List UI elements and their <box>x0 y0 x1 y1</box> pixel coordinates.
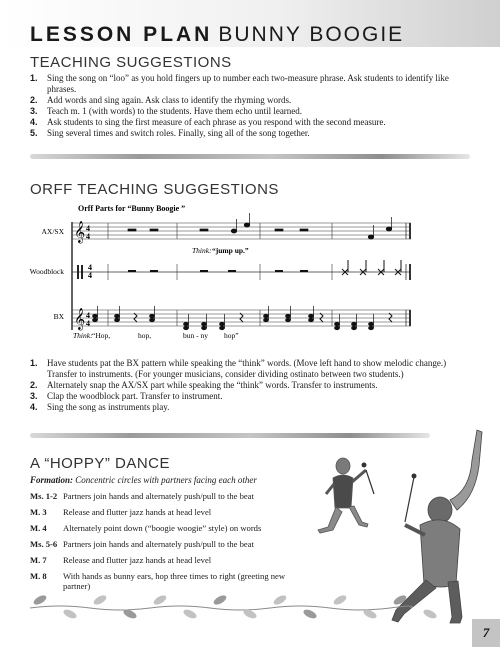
svg-text:4: 4 <box>86 224 90 233</box>
page-number: 7 <box>472 619 500 647</box>
score-title: Orff Parts for “Bunny Boogie ” <box>78 204 186 213</box>
svg-text:4: 4 <box>86 232 90 241</box>
step-text: Add words and sing again. Ask class to identify the rhyming words. <box>47 94 292 105</box>
step-number: 1. <box>30 358 38 368</box>
leaf-icon <box>212 593 228 606</box>
svg-text:4: 4 <box>86 319 90 328</box>
bx-word-2: hop, <box>138 331 152 340</box>
bx-word-3: bun - ny <box>183 331 208 340</box>
measure-label: Ms. 1-2 <box>30 491 58 501</box>
leaf-icon <box>152 593 168 606</box>
formation-label: Formation: <box>30 475 74 485</box>
leaf-icon <box>332 593 348 606</box>
bx-think-label: Think: <box>73 331 93 340</box>
step-number: 3. <box>30 105 38 116</box>
teaching-heading: TEACHING SUGGESTIONS <box>30 54 232 71</box>
leaf-icon <box>182 608 198 620</box>
step-text: Sing the song on “loo” as you hold fingers up to number each two-measure phrase. Ask students to identify like phrases. <box>47 73 449 94</box>
svg-text:4: 4 <box>86 311 90 320</box>
measure-description: Alternately point down (“boogie woogie” style) on words <box>63 523 262 533</box>
step-text: Sing the song as instruments play. <box>47 401 170 412</box>
bx-word-1: “Hop, <box>92 331 111 340</box>
bx-word-4: hop” <box>224 331 239 340</box>
measure-description: Release and flutter jazz hands at head level <box>63 555 212 565</box>
step-number: 1. <box>30 73 38 83</box>
svg-text:4: 4 <box>88 271 92 280</box>
measure-description: Partners join hands and alternately push/pull to the beat <box>63 539 254 549</box>
measure-description: Partners join hands and alternately push/pull to the beat <box>63 491 254 501</box>
leaf-icon <box>32 593 48 606</box>
part-label-bx: BX <box>53 312 64 321</box>
vine-stem <box>30 606 413 610</box>
measure-label: M. 7 <box>30 555 47 565</box>
measure-label: Ms. 5-6 <box>30 539 58 549</box>
step-text: Clap the woodblock part. Transfer to instrument. <box>47 390 223 401</box>
leaf-icon <box>62 608 78 620</box>
leaf-icon <box>302 608 318 620</box>
think-label: Think: <box>192 246 212 255</box>
step-text: Sing several times and switch roles. Finally, sing all of the song together. <box>47 127 310 138</box>
think-words: “jump up.” <box>212 246 249 255</box>
step-number: 2. <box>30 94 38 105</box>
leaf-icon <box>422 608 438 620</box>
measure-label: M. 4 <box>30 523 47 533</box>
measure-description: With hands as bunny ears, hop three times to right (greeting new partner) <box>63 571 286 591</box>
part-label-axsx: AX/SX <box>41 227 64 236</box>
measure-description: Release and flutter jazz hands at head level <box>63 507 212 517</box>
step-text: Have students pat the BX pattern while speaking the “think” words. (Move left hand to show melodic change.) Transfer to instruments. (For younger musicians, consider dividing ostinato between two students.) <box>47 358 447 379</box>
part-label-woodblock: Woodblock <box>29 267 64 276</box>
measure-label: M. 3 <box>30 507 47 517</box>
title-bold: LESSON PLAN <box>30 23 213 46</box>
step-number: 4. <box>30 116 38 127</box>
leaf-icon <box>392 593 408 606</box>
step-number: 5. <box>30 127 38 138</box>
step-number: 3. <box>30 390 38 401</box>
title-rest: BUNNY BOOGIE <box>218 23 405 46</box>
step-text: Ask students to sing the first measure of each phrase as you respond with the second measure. <box>47 116 386 127</box>
step-number: 4. <box>30 401 38 412</box>
treble-clef-icon: 𝄞 <box>74 308 86 330</box>
step-text: Teach m. 1 (with words) to the students. Have them echo until learned. <box>47 105 303 116</box>
step-text: Alternately snap the AX/SX part while speaking the “think” words. Transfer to instruments. <box>47 379 378 390</box>
leaf-icon <box>272 593 288 606</box>
leaf-icon <box>92 593 108 606</box>
step-number: 2. <box>30 379 38 390</box>
svg-text:4: 4 <box>88 263 92 272</box>
treble-clef-icon: 𝄞 <box>74 221 86 243</box>
dance-heading: A “HOPPY” DANCE <box>30 455 171 472</box>
measure-label: M. 8 <box>30 571 47 581</box>
orff-heading: ORFF TEACHING SUGGESTIONS <box>30 181 279 198</box>
formation-text: Concentric circles with partners facing each other <box>75 475 257 485</box>
